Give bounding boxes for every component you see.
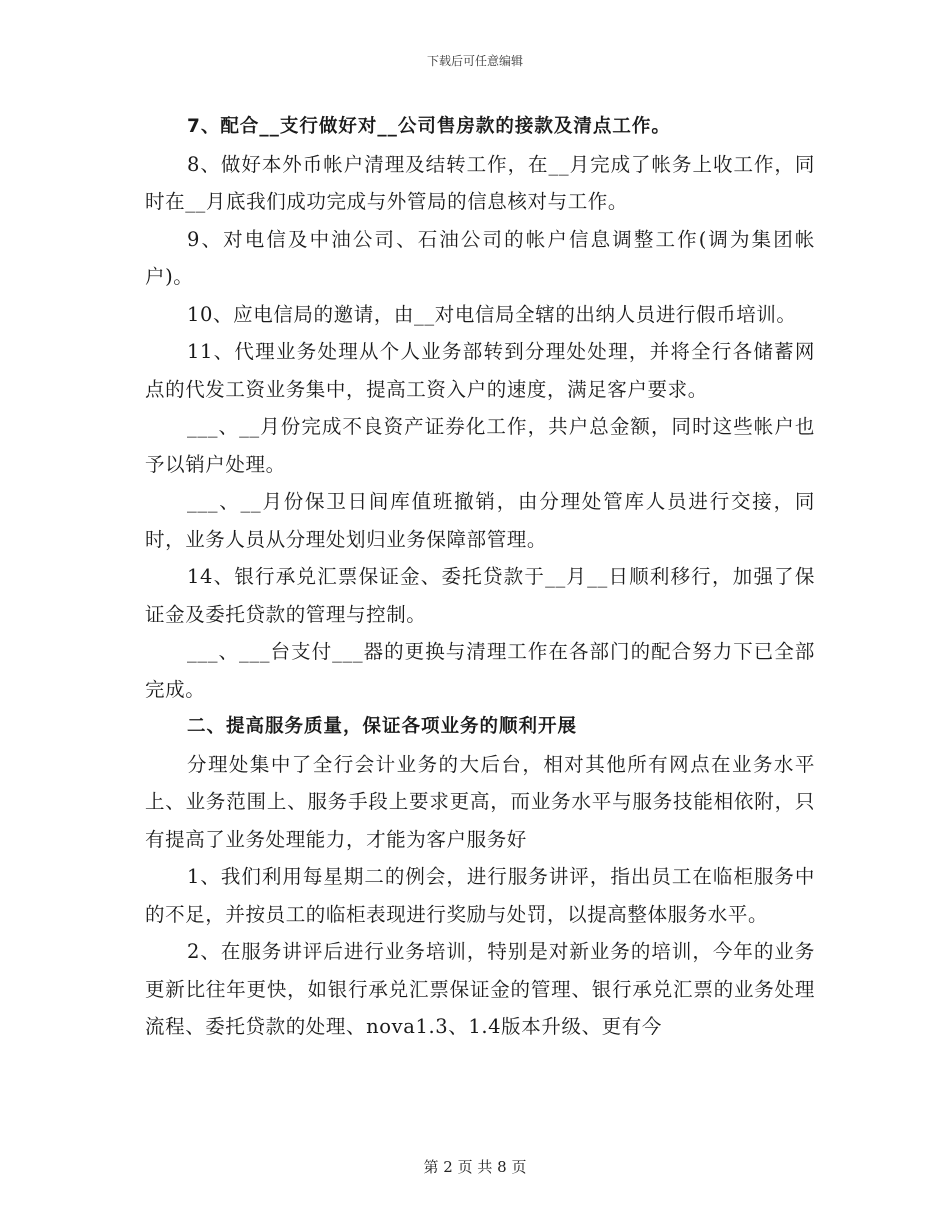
paragraph: 11、代理业务处理从个人业务部转到分理处处理，并将全行各储蓄网点的代发工资业务集中，提高工资入户的速度，满足客户要求。 [145,340,815,401]
paragraph: 7、配合__支行做好对__公司售房款的接款及清点工作。 [187,116,671,137]
paragraph: 14、银行承兑汇票保证金、委托贷款于__月__日顺利移行，加强了保证金及委托贷款的管理与控制。 [145,565,815,626]
document-body [145,108,815,1046]
paragraph: 分理处集中了全行会计业务的大后台，相对其他所有网点在业务水平上、业务范围上、服务手段上要求更高，而业务水平与服务技能相依附，只有提高了业务处理能力，才能为客户服务好 [145,752,815,851]
paragraph: 10、应电信局的邀请，由__对电信局全辖的出纳人员进行假币培训。 [187,302,797,326]
paragraph: 1、我们利用每星期二的例会，进行服务讲评，指出员工在临柜服务中的不足，并按员工的临柜表现进行奖励与处罚，以提高整体服务水平。 [145,865,815,926]
paragraph: 8、做好本外币帐户清理及结转工作，在__月完成了帐务上收工作，同时在__月底我们成功完成与外管局的信息核对与工作。 [145,152,815,213]
page-footer: 第 2 页 共 8 页 [423,1158,527,1176]
paragraph: 9、对电信及中油公司、石油公司的帐户信息调整工作(调为集团帐户)。 [145,227,815,288]
paragraph: ___、___台支付___器的更换与清理工作在各部门的配合努力下已全部完成。 [145,640,815,701]
paragraph: 2、在服务讲评后进行业务培训，特别是对新业务的培训，今年的业务更新比往年更快，如银行承兑汇票保证金的管理、银行承兑汇票的业务处理流程、委托贷款的处理、nova1.3、1.4版本升级、更有今 [145,940,815,1038]
section-heading: 二、提高服务质量，保证各项业务的顺利开展 [187,716,578,737]
paragraph: ___、__月份保卫日间库值班撤销，由分理处管库人员进行交接，同时，业务人员从分理处划归业务保障部管理。 [145,490,815,551]
paragraph: ___、__月份完成不良资产证券化工作，共户总金额，同时这些帐户也予以销户处理。 [145,415,815,476]
page-header: 下载后可任意编辑 [426,54,523,68]
